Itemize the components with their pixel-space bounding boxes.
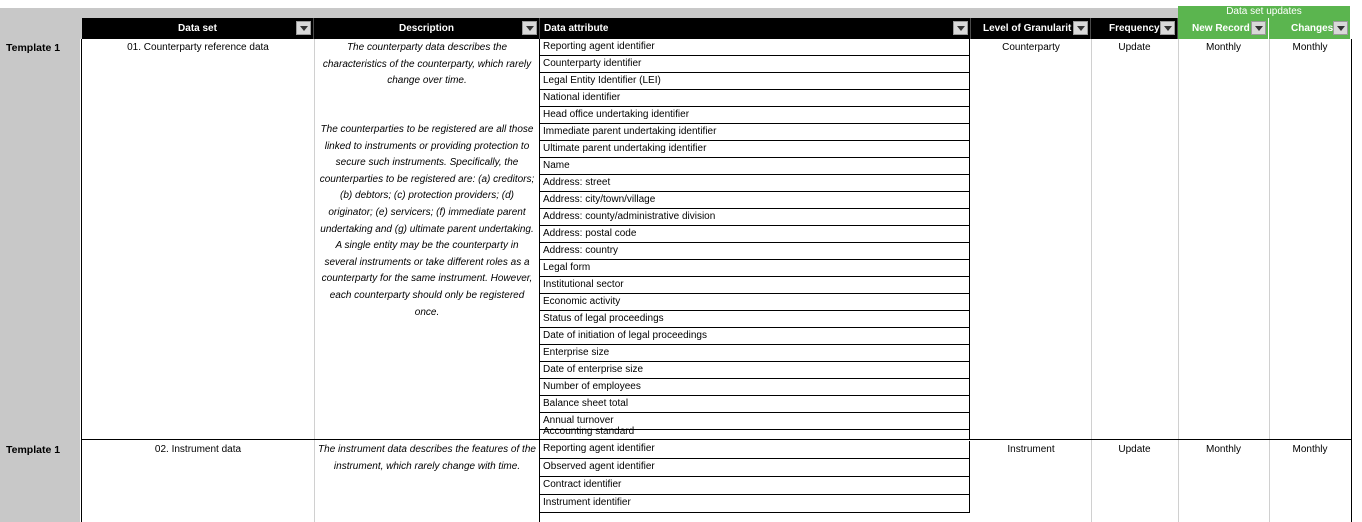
filter-dropdown-icon[interactable] (296, 21, 311, 35)
attribute-cell[interactable]: Contract identifier (540, 477, 970, 495)
granularity-value: Counterparty (1002, 42, 1060, 53)
dataset-name: 01. Counterparty reference data (127, 42, 269, 53)
attribute-cell[interactable]: Address: city/town/village (540, 192, 970, 209)
header-changes[interactable] (1269, 18, 1351, 39)
dataset-description: The instrument data describes the features of the instrument, which rarely change with time. (318, 444, 536, 472)
changes-value: Monthly (1292, 444, 1328, 455)
header-frequency-label: Frequency (1109, 23, 1160, 34)
filter-dropdown-icon[interactable] (1160, 21, 1175, 35)
attribute-cell[interactable]: Annual turnover (540, 413, 970, 430)
header-gutter (0, 18, 82, 39)
attribute-cell[interactable]: National identifier (540, 90, 970, 107)
data-set-updates-label: Data set updates (1178, 6, 1351, 18)
filter-dropdown-icon[interactable] (953, 21, 968, 35)
dataset-name: 02. Instrument data (154, 444, 242, 455)
attribute-cell[interactable]: Name (540, 158, 970, 175)
attribute-cell[interactable]: Instrument identifier (540, 495, 970, 513)
grid-line (1351, 39, 1352, 522)
header-dataset[interactable] (82, 18, 314, 39)
top-band (0, 8, 1178, 18)
template-label: Template 1 (6, 42, 61, 54)
changes-value: Monthly (1292, 42, 1328, 53)
header-new-record[interactable] (1178, 18, 1269, 39)
new-record-value: Monthly (1205, 42, 1241, 53)
attribute-cell[interactable]: Address: country (540, 243, 970, 260)
attribute-cell[interactable]: Institutional sector (540, 277, 970, 294)
attribute-cell[interactable]: Head office undertaking identifier (540, 107, 970, 124)
template-label: Template 1 (6, 444, 61, 456)
attribute-cell[interactable]: Reporting agent identifier (540, 39, 970, 56)
header-granularity[interactable] (971, 18, 1091, 39)
filter-dropdown-icon[interactable] (1333, 21, 1348, 35)
attribute-cell[interactable]: Observed agent identifier (540, 459, 970, 477)
frequency-value: Update (1118, 42, 1151, 53)
attribute-cell[interactable]: Immediate parent undertaking identifier (540, 124, 970, 141)
attribute-cell[interactable]: Reporting agent identifier (540, 441, 970, 459)
new-record-value: Monthly (1205, 444, 1241, 455)
granularity-value: Instrument (1007, 444, 1055, 455)
filter-dropdown-icon[interactable] (1073, 21, 1088, 35)
frequency-value: Update (1118, 444, 1151, 455)
attribute-cell[interactable]: Ultimate parent undertaking identifier (540, 141, 970, 158)
attribute-cell[interactable]: Date of enterprise size (540, 362, 970, 379)
attribute-cell[interactable]: Date of initiation of legal proceedings (540, 328, 970, 345)
header-frequency[interactable] (1091, 18, 1178, 39)
attribute-cell[interactable]: Status of legal proceedings (540, 311, 970, 328)
filter-dropdown-icon[interactable] (522, 21, 537, 35)
dataset-description: The counterparty data describes the characteristics of the counterparty, which rarely change over time. (322, 42, 532, 87)
attribute-cell[interactable]: Balance sheet total (540, 396, 970, 413)
header-new-record-label: New Record (1192, 23, 1250, 34)
header-description-label: Description (398, 23, 454, 34)
header-attribute-label: Data attribute (544, 23, 609, 34)
attribute-cell[interactable]: Accounting standard (540, 424, 970, 440)
attribute-cell[interactable]: Number of employees (540, 379, 970, 396)
grid-line (314, 39, 315, 522)
attribute-cell[interactable]: Economic activity (540, 294, 970, 311)
header-changes-label: Changes (1291, 23, 1334, 34)
attribute-cell[interactable]: Counterparty identifier (540, 56, 970, 73)
header-attribute[interactable] (540, 18, 971, 39)
attribute-cell[interactable]: Address: county/administrative division (540, 209, 970, 226)
attribute-cell[interactable]: Legal Entity Identifier (LEI) (540, 73, 970, 90)
filter-dropdown-icon[interactable] (1251, 21, 1266, 35)
header-description[interactable] (314, 18, 540, 39)
dataset-description: The counterparties to be registered are all those linked to instruments or providing protection to secure such instruments. Specifically, the counterparties to be registered are: (a) creditors; (b) debtors; (c) protection providers; (d) originator; (e) servicers; (f) immediate parent undertaking and (g) ultimate parent undertaking. A single entity may be the counterparty in several instruments or take different roles as a counterparty for the same instrument. However, each counterparty should only be registered once. (319, 124, 535, 318)
header-dataset-label: Data set (178, 23, 217, 34)
header-granularity-label: Level of Granularit (983, 23, 1072, 34)
attribute-cell[interactable]: Enterprise size (540, 345, 970, 362)
attribute-cell[interactable]: Address: postal code (540, 226, 970, 243)
attribute-cell[interactable]: Legal form (540, 260, 970, 277)
attribute-cell[interactable]: Address: street (540, 175, 970, 192)
